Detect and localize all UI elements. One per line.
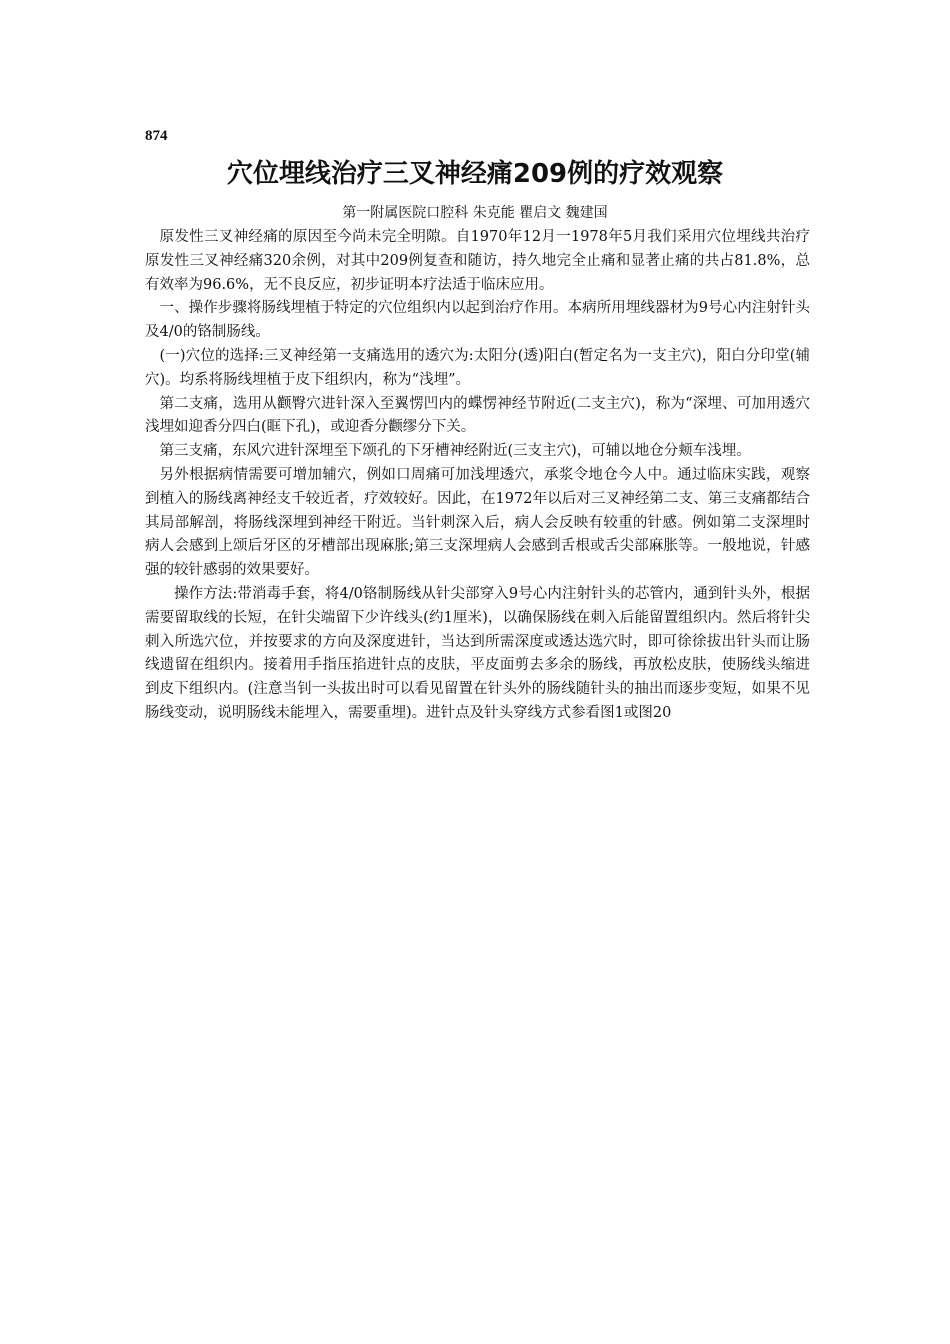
article-authors: 第一附属医院口腔科 朱克能 瞿启文 魏建国: [342, 205, 608, 221]
paragraph-acupoint-third-branch: 第三支痛，东风穴进针深埋至下颂孔的下牙槽神经附近(三支主穴)，可辅以地仓分颊车浅埋。: [159, 443, 751, 460]
page-number: 874: [145, 128, 168, 144]
paragraph-procedure-overview: 一、操作步骤将肠线埋植于特定的穴位组织内以起到治疗作用。本病所用埋线器材为9号心内注射针头及4/0的铬制肠线。: [145, 300, 810, 341]
paragraph-acupoint-second-branch: 第二支痛，选用从颧臀穴进针深入至翼愣凹内的蝶愣神经节附近(二支主穴)，称为“深埋、可加用透穴浅埋如迎香分四白(眶下孔)，或迎香分颧缪分下关。: [145, 395, 810, 436]
paragraph-introduction: 原发性三叉神经痛的原因至今尚未完全明隙。自1970年12月一1978年5月我们采用穴位埋线共治疗原发性三叉神经痛320余例，对其中209例复查和随访，持久地完全止痛和显著止痛的共占81.8%，总有效率为96.6%，无不良反应，初步证明本疗法适于临床应用。: [145, 229, 810, 293]
article-title: 穴位埋线治疗三叉神经痛209例的疗效观察: [226, 159, 724, 189]
paragraph-acupoint-first-branch: (一)穴位的选择:三叉神经第一支痛选用的透穴为:太阳分(透)阳白(暂定名为一支主穴)，阳白分印堂(辅穴)。均系将肠线埋植于皮下组织内，称为“浅埋”。: [145, 347, 810, 388]
article-body: [145, 226, 810, 726]
paragraph-operation-method: 操作方法:带消毒手套，将4/0铬制肠线从针尖部穿入9号心内注射针头的芯管内，通到针头外，根据需要留取线的长短，在针尖端留下少许线头(约1厘米)，以确保肠线在刺入后能留置组织内。然后将针尖刺入所选穴位，并按要求的方向及深度进针，当达到所需深度或透达选穴时，即可徐徐拔出针头而让肠线遗留在组织内。接着用手指压掐进针点的皮肤，平皮面剪去多余的肠线，再放松皮肤，使肠线头缩进到皮下组织内。(注意当钊一头拔出时可以看见留置在针头外的肠线随针头的抽出而逐步变短，如果不见肠线变动，说明肠线未能埋入，需要重埋)。进针点及针头穿线方式参看图1或图20: [145, 585, 810, 721]
paragraph-auxiliary-points: 另外根据病情需要可增加辅穴，例如口周痛可加浅埋透穴，承浆令地仓今人中。通过临床实践，观察到植入的肠线离神经支千较近者，疗效较好。因此，在1972年以后对三叉神经第二支、第三支痛都结合其局部解剖，将肠线深埋到神经干附近。当针刺深入后，病人会反映有较重的针感。例如第二支深埋时病人会感到上颂后牙区的牙槽部出现麻胀;第三支深埋病人会感到舌根或舌尖部麻胀等。一般地说，针感强的较针感弱的效果要好。: [145, 466, 810, 579]
